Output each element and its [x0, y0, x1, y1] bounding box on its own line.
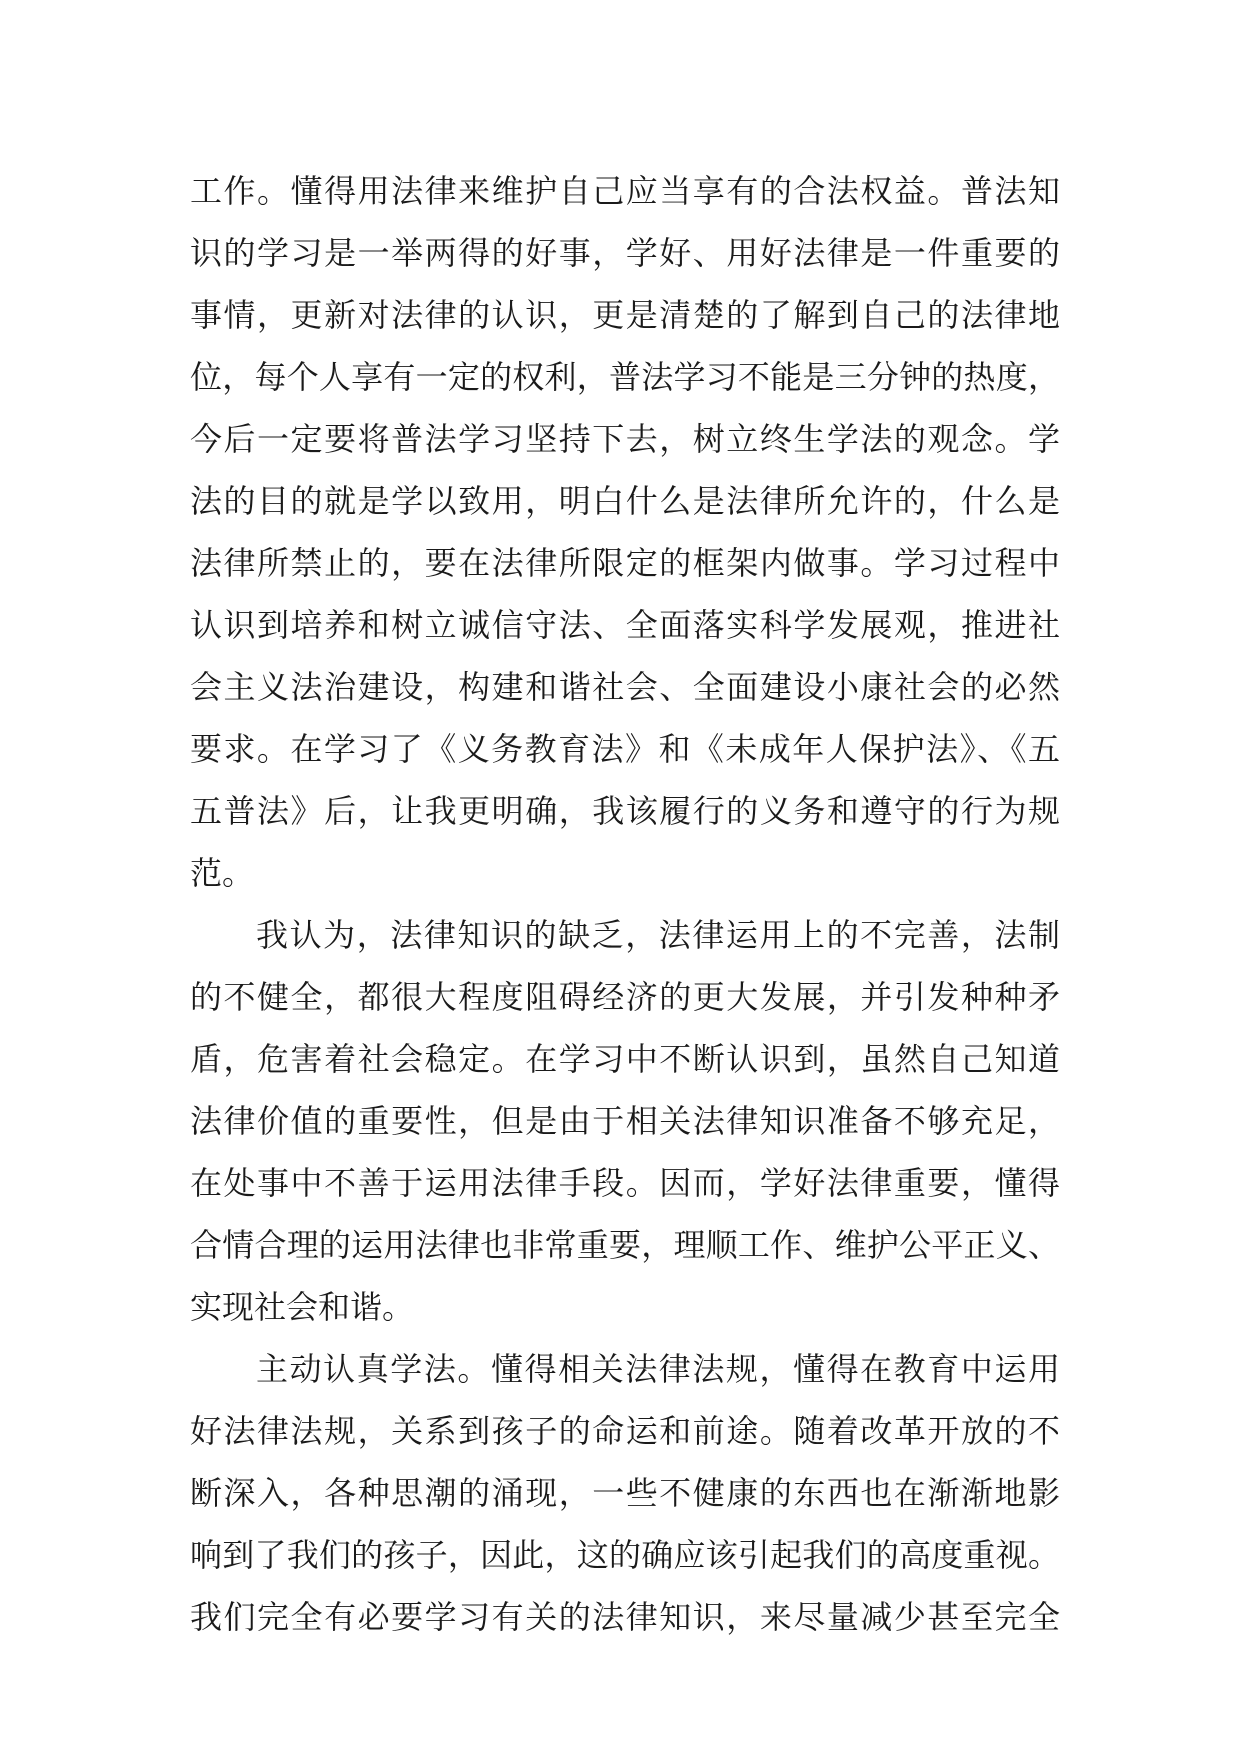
text-line: 响到了我们的孩子，因此，这的确应该引起我们的高度重视。: [190, 1536, 1060, 1574]
text-line: 要求。在学习了《义务教育法》和《未成年人保护法》、《五: [190, 730, 1060, 768]
text-line: 今后一定要将普法学习坚持下去，树立终生学法的观念。学: [190, 420, 1060, 458]
text-line: 在处事中不善于运用法律手段。因而，学好法律重要，懂得: [190, 1164, 1060, 1202]
paragraph-1: [190, 160, 1060, 904]
text-line: 五普法》后，让我更明确，我该履行的义务和遵守的行为规: [190, 792, 1060, 830]
text-line: 法律价值的重要性，但是由于相关法律知识准备不够充足，: [190, 1102, 1060, 1140]
text-line: 位，每个人享有一定的权利，普法学习不能是三分钟的热度，: [190, 358, 1060, 396]
paragraph-3: [190, 1338, 1060, 1648]
text-line: 主动认真学法。懂得相关法律法规，懂得在教育中运用: [256, 1350, 1060, 1388]
text-line: 的不健全，都很大程度阻碍经济的更大发展，并引发种种矛: [190, 978, 1060, 1016]
text-line: 法律所禁止的，要在法律所限定的框架内做事。学习过程中: [190, 544, 1060, 582]
body-text: [190, 160, 1060, 1648]
text-line: 我认为，法律知识的缺乏，法律运用上的不完善，法制: [256, 916, 1060, 954]
text-line: 工作。懂得用法律来维护自己应当享有的合法权益。普法知: [190, 172, 1060, 210]
text-line: 会主义法治建设，构建和谐社会、全面建设小康社会的必然: [190, 668, 1060, 706]
text-line: 盾，危害着社会稳定。在学习中不断认识到，虽然自己知道: [190, 1040, 1060, 1078]
text-line: 我们完全有必要学习有关的法律知识，来尽量减少甚至完全: [190, 1598, 1060, 1636]
text-line: 法的目的就是学以致用，明白什么是法律所允许的，什么是: [190, 482, 1060, 520]
text-line: 范。: [190, 854, 255, 892]
text-line: 事情，更新对法律的认识，更是清楚的了解到自己的法律地: [190, 296, 1060, 334]
text-line: 实现社会和谐。: [190, 1288, 415, 1326]
text-line: 断深入，各种思潮的涌现，一些不健康的东西也在渐渐地影: [190, 1474, 1060, 1512]
text-line: 识的学习是一举两得的好事，学好、用好法律是一件重要的: [190, 234, 1060, 272]
text-line: 合情合理的运用法律也非常重要，理顺工作、维护公平正义、: [190, 1226, 1060, 1264]
text-line: 认识到培养和树立诚信守法、全面落实科学发展观，推进社: [190, 606, 1060, 644]
paragraph-2: [190, 904, 1060, 1338]
text-line: 好法律法规，关系到孩子的命运和前途。随着改革开放的不: [190, 1412, 1060, 1450]
